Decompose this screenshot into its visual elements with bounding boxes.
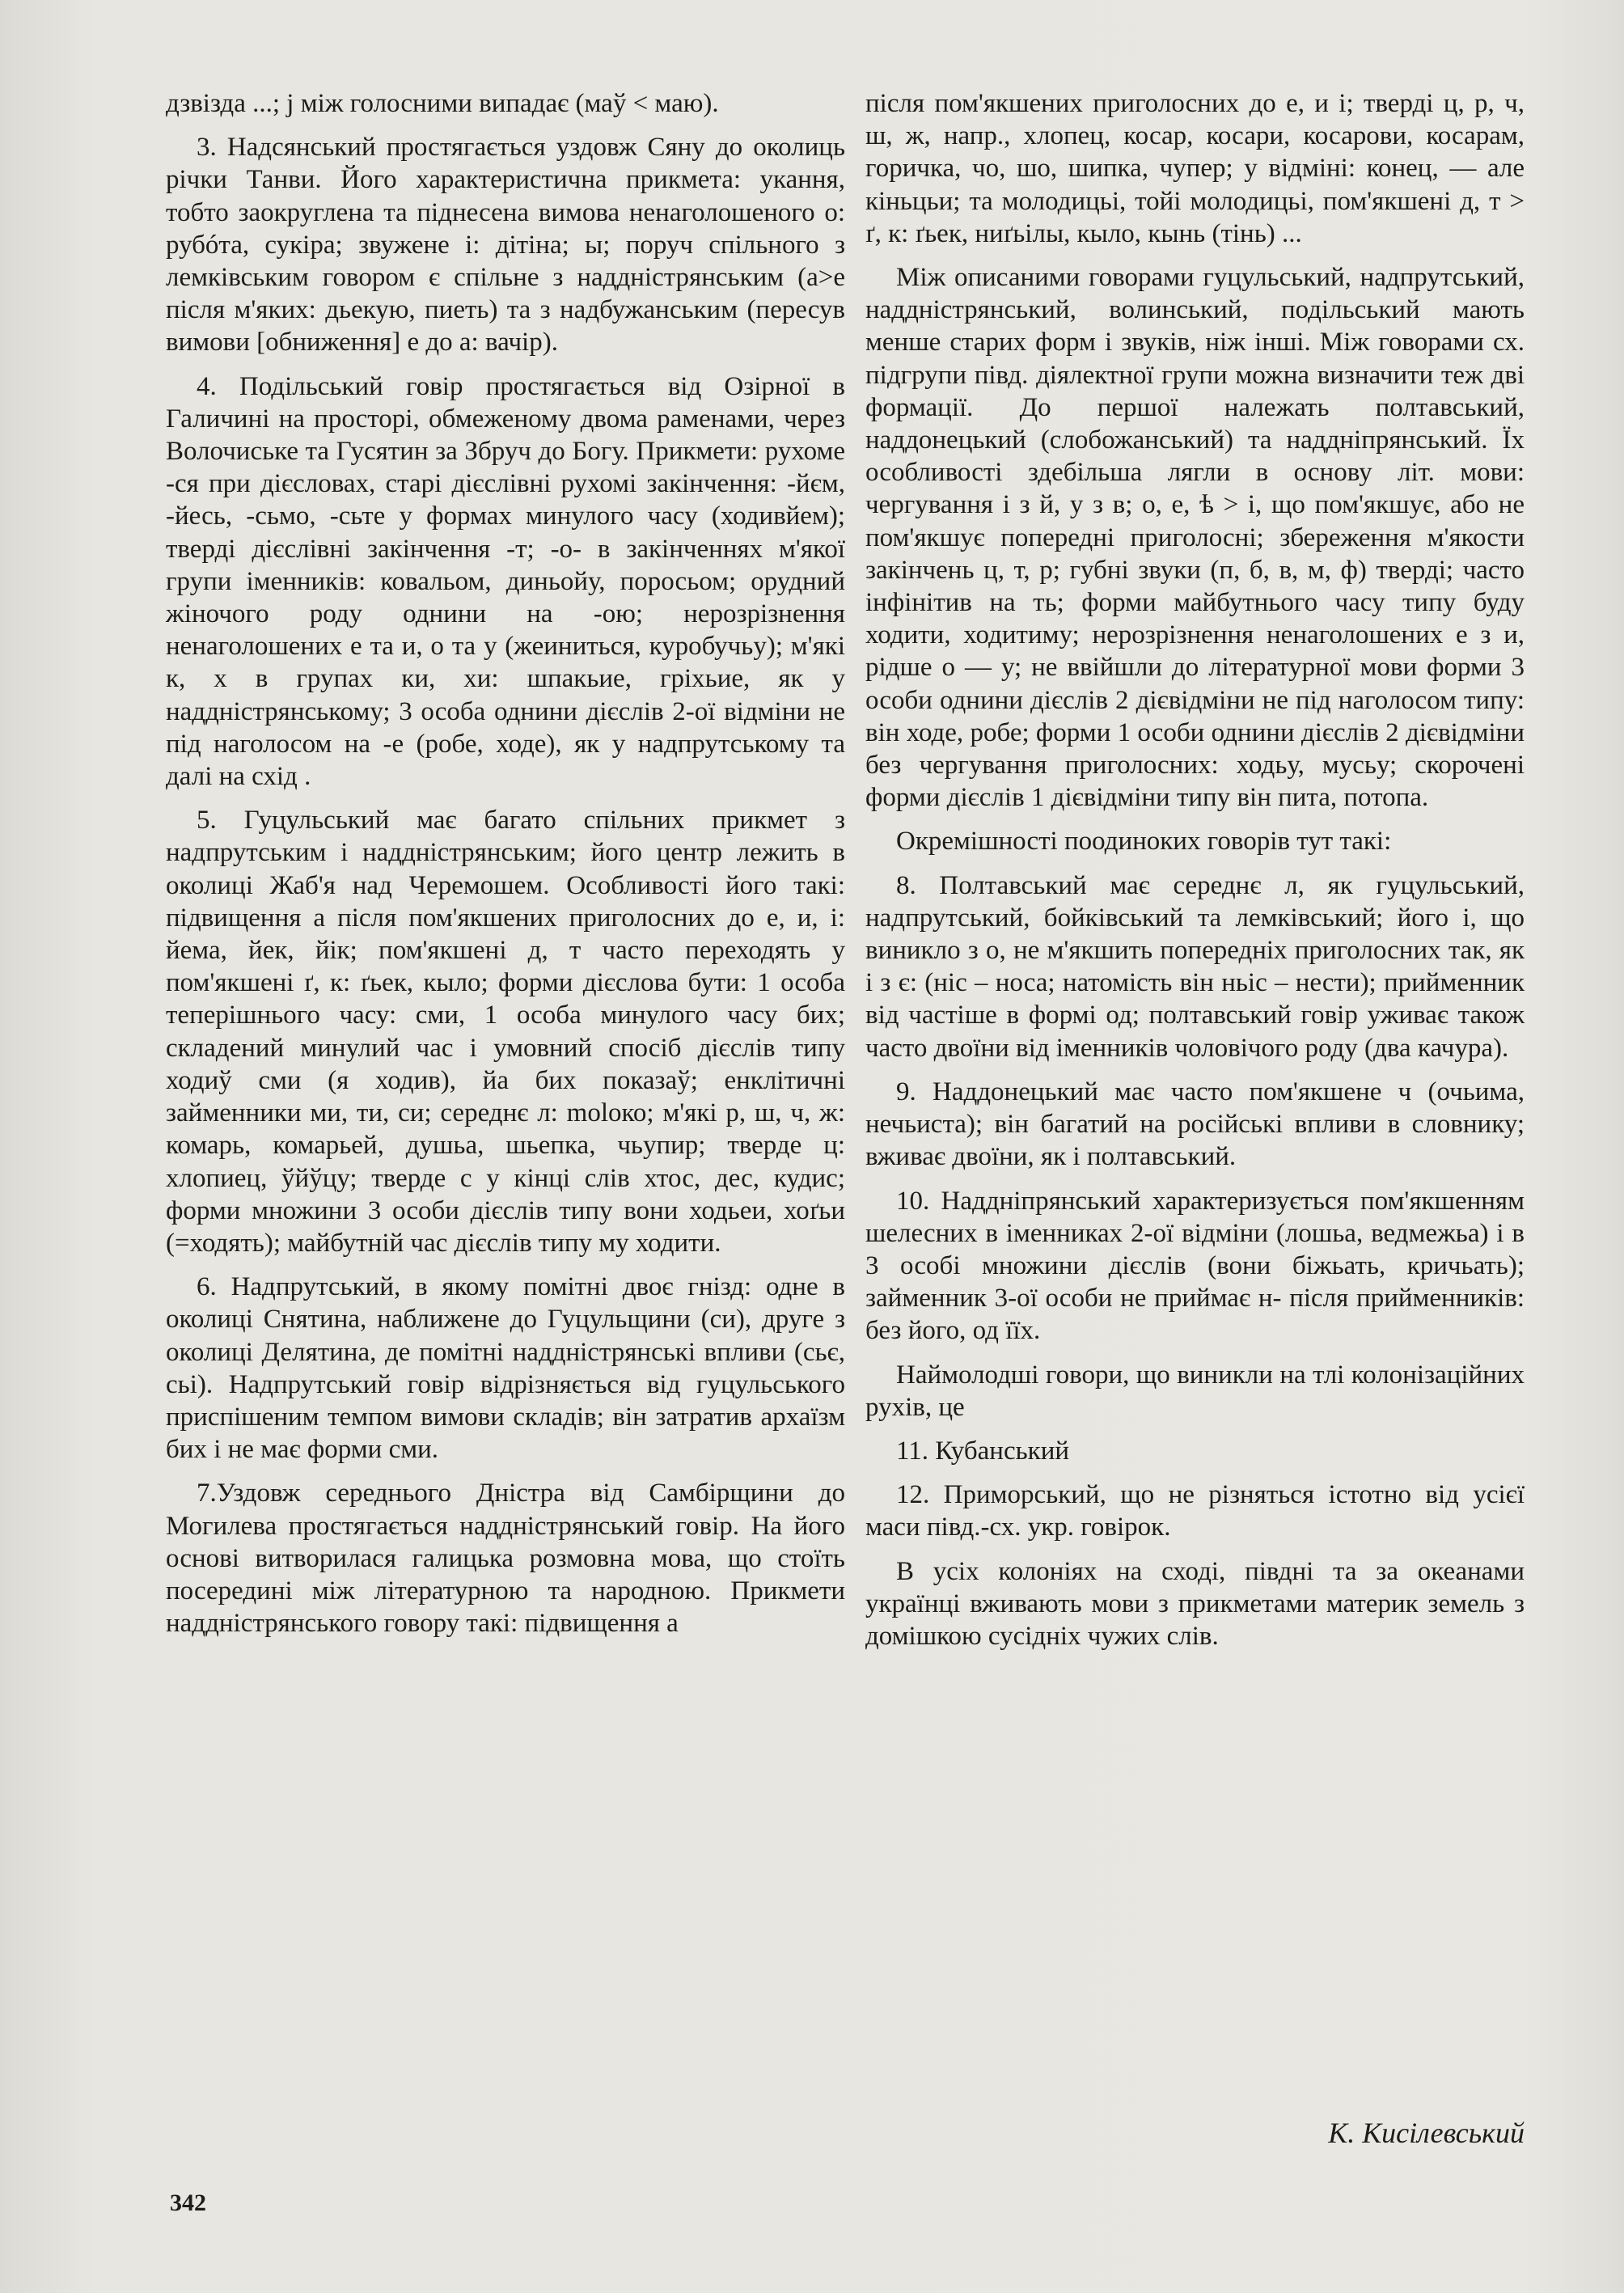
paragraph-hutsulskyi: 5. Гуцульський має багато спільних прикмет з надпрутським і наддністрянським; його центр лежить в околиці Жаб'я над Черемошем. Особливості його такі: підвищення а після пом'якшених приголосних до е, и, і: йема, йек, йік; пом'якшені д, т часто переходять у пом'якшені ґ, к: ґьек, кыло; форми дієслова бути: 1 особа теперішнього часу: сми, 1 особа минулого часу бих; складений минулий час і умовний спосіб дієслів типу ходиў сми (я ходив), йа бих показаў; енклітичні займенники ми, ти, си; середнє л: moloко; м'які р, ш, ч, ж: комарь, комарьей, душьа, шьепка, чьупир; тверде ц: хлопиец, ўйўцу; тверде с у кінці слів хтос, дес, кудис; форми множини 3 особи дієслів типу вони ходьеи, хоґьи (=ходять); майбутній час дієслів типу му ходити. <box>166 806 845 1258</box>
paragraph-naddonetskyi: 9. Наддонецький має часто пом'якшене ч (очьима, нечьиста); він багатий на російські впливи в словнику; вживає двоїни, як і полтавський. <box>865 1077 1525 1172</box>
paragraph-nadprutskyi: 6. Надпрутський, в якому помітні двоє гнізд: одне в околиці Снятина, наближене до Гуцульщини (си), друге з околиці Делятина, де помітні наддністрянські впливи (сьє, сьі). Надпрутський говір відрізняється від гуцульського приспішеним темпом вимови складів; він затратив архаїзм бих і не має форми сми. <box>166 1272 845 1465</box>
paragraph-prymorskyi: 12. Приморський, що не різняться істотно від усієї маси півд.-сх. укр. говірок. <box>865 1480 1525 1542</box>
paragraph: після пом'якшених приголосних до е, и і; тверді ц, р, ч, ш, ж, напр., хлопец, косар, косари, косарови, косарам, горичка, чо, шо, шипка, чупер; у відміні: конец, — але кіньцьи; та молодицьі, тойі молодицьі, пом'якшені д, т > ґ, к: ґьек, ниґьілы, кыло, кынь (тінь) ... <box>865 89 1525 248</box>
author-signature: К. Кисілевський <box>1328 2117 1525 2149</box>
paragraph-naddnistrianskyi: 7.Уздовж середнього Дністра від Самбірщини до Могилева простягається наддністрянський говір. На його основі витворилася галицька розмовна мова, що стоїть посередині між літературною та народною. Прикмети наддністрянського говору такі: підвищення а <box>166 1479 845 1639</box>
paragraph-kubanskyi: 11. Кубанський <box>896 1436 1070 1466</box>
right-column <box>865 87 1525 1664</box>
paragraph-colonies: В усіх колоніях на сході, півдні та за океанами українці вживають мови з прикметами материк земель з домішкою сусідніх чужих слів. <box>865 1556 1525 1651</box>
paragraph-comparison: Між описаними говорами гуцульський, надпрутський, наддністрянський, волинський, подільський мають менше старих форм і звуків, ніж інші. Між говорами сх. підгрупи півд. діялектної групи можна визначити теж дві формації. До першої належать полтавський, наддонецький (слобожанський) та наддніпрянський. Їх особливості здебільша лягли в основу літ. мови: чергування і з й, у з в; о, е, ѣ > і, що пом'якшує, або не пом'якшує попередні приголосні; збереження м'якости закінчень ц, т, р; губні звуки (п, б, в, м, ф) тверді; часто інфінітив на ть; форми майбутнього часу типу буду ходити, ходитиму; нерозрізнення ненаголошених е з и, рідше о — у; не ввійшли до літературної мови форми 3 особи однини дієслів 2 дієвідміни не під наголосом типу: він ходе, робе; форми 1 особи однини дієслів 2 дієвідміни без чергування приголосних: ходьу, мусьу; скорочені форми дієслів 1 дієвідміни типу він пита, потопа. <box>865 263 1525 813</box>
paragraph-intro: Окремішності поодиноких говорів тут такі: <box>896 827 1392 857</box>
page-number: 342 <box>170 2189 206 2216</box>
paragraph-poltavskyi: 8. Полтавський має середнє л, як гуцульський, надпрутський, бойківський та лемківський; його і, що виникло з о, не м'якшить попередніх приголосних так, як і з є: (ніс – носа; натомість він ньіс – нести); прийменник від частіше в формі од; полтавський говір уживає також часто двоїни від іменників чоловічого роду (два качура). <box>865 870 1525 1063</box>
left-column <box>166 87 845 1651</box>
paragraph-nadsianskyi: 3. Надсянський простягається уздовж Сяну до околиць річки Танви. Його характеристична прикмета: укання, тобто заокруглена та піднесена вимова ненаголошеного о: рубóта, сукіра; звужене і: дітіна; ы; поруч спільного з лемківським говором є спільне з наддністрянським (а>е після м'яких: дьекую, пиеть) та з надбужанським (пересув вимови [обниження] е до а: вачір). <box>166 133 845 357</box>
paragraph: дзвізда ...; j між голосними випадає (маў < маю). <box>166 89 719 118</box>
paragraph-podilskyi: 4. Подільський говір простягається від Озірної в Галичині на просторі, обмеженому двома раменами, через Волочиське та Гусятин за Збруч до Богу. Прикмети: рухоме -ся при дієсловах, старі дієслівні рухомі закінчення: -йєм, -йесь, -сьмо, -сьте у формах минулого часу (ходивйем); тверді дієслівні закінчення -т; -о- в закінченнях м'якої групи іменників: ковальом, диньойу, поросьом; орудний жіночого роду однини на -ою; нерозрізнення ненаголошених е та и, о та у (жеиниться, куробучьу); м'які к, х в групах ки, хи: шпакьие, гріхьие, як у наддністрянському; 3 особа однини дієслів 2-ої відміни не під наголосом на -е (робе, ходе), як у надпрутському та далі на схід . <box>166 371 845 792</box>
paragraph-youngest-dialects: Наймолодші говори, що виникли на тлі колонізаційних рухів, це <box>865 1360 1525 1422</box>
paragraph-naddniprianskyi: 10. Наддніпрянський характеризується пом'якшенням шелесних в іменниках 2-ої відміни (лошьа, ведмежьа) і в 3 особі множини дієслів (вони біжьать, кричьать); займенник 3-ої особи не приймає н- після прийменників: без його, од їїх. <box>865 1186 1525 1346</box>
